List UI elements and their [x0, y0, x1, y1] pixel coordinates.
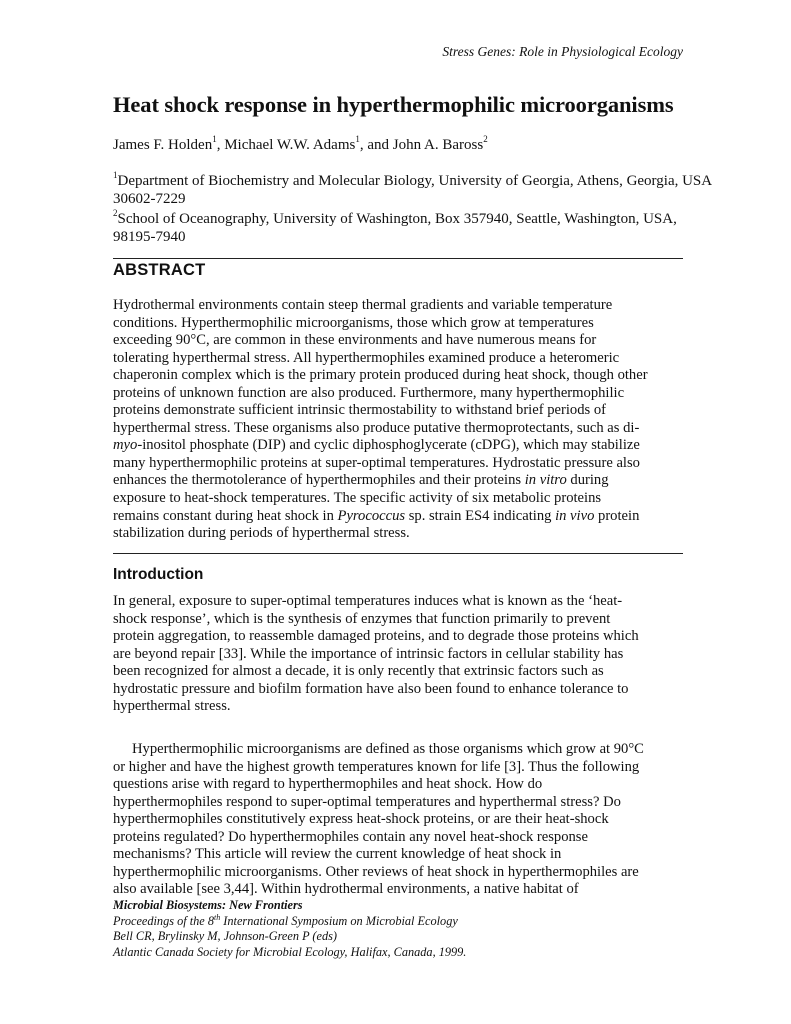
body-line: also available [see 3,44]. Within hydrothermal environments, a native habitat of [113, 881, 579, 898]
body-line: been recognized for almost a decade, it is only recently that extrinsic factors such as [113, 663, 604, 680]
author-affiliation-mark: 2 [483, 134, 488, 144]
affiliation-mark: 1 [113, 170, 118, 180]
author-affiliation-mark: 1 [355, 134, 360, 144]
abstract-heading: ABSTRACT [113, 261, 206, 279]
abstract-line: proteins of unknown function are also produced. Furthermore, many hyperthermophilic [113, 384, 625, 401]
abstract-line: chaperonin complex which is the primary protein produced during heat shock, though other [113, 367, 648, 384]
affiliation-text: 30602-7229 [113, 191, 186, 208]
series-title: Microbial Biosystems: New Frontiers [113, 898, 303, 912]
abstract-line: tolerating hyperthermal stress. All hyperthermophiles examined produce a heteromeric [113, 349, 620, 366]
abstract-line: remains constant during heat shock in Pyrococcus sp. strain ES4 indicating in vivo protein [113, 507, 640, 524]
abstract-line: many hyperthermophilic proteins at super-optimal temperatures. Hydrostatic pressure also [113, 454, 640, 471]
abstract-line: exceeding 90°C, are common in these environments and have numerous means for [113, 332, 597, 349]
running-head: Stress Genes: Role in Physiological Ecology [442, 44, 683, 59]
author-name: James F. Holden [113, 137, 213, 153]
body-line: hyperthermophiles respond to super-optimal temperatures and hyperthermal stress? Do [113, 793, 621, 810]
abstract-line: exposure to heat-shock temperatures. The specific activity of six metabolic proteins [113, 490, 602, 507]
abstract-line: proteins demonstrate sufficient intrinsic thermostability to withstand brief periods of [113, 402, 606, 419]
paper-title: Heat shock response in hyperthermophilic microorganisms [113, 92, 674, 117]
body-line: are beyond repair [33]. While the importance of intrinsic factors in cellular stability has [113, 645, 624, 662]
affiliation-text: Department of Biochemistry and Molecular Biology, University of Georgia, Athens, Georgia, USA [117, 173, 713, 189]
author-separator: , [216, 137, 225, 153]
body-line: hydrostatic pressure and biofilm formation have also been found to enhance tolerance to [113, 680, 629, 697]
author-name: John A. Baross [392, 137, 484, 153]
affiliation-mark: 2 [113, 208, 118, 218]
abstract-body [113, 297, 685, 543]
body-line: Hyperthermophilic microorganisms are defined as those organisms which grow at 90°C [132, 741, 644, 757]
body-line: or higher and have the highest growth temperatures known for life [3]. Thus the following [113, 758, 640, 775]
abstract-line: hyperthermal stress. These organisms also produce putative thermoprotectants, such as di- [113, 419, 640, 436]
body-line: shock response’, which is the synthesis of enzymes that function primarily to prevent [113, 610, 611, 627]
introduction-paragraph [113, 593, 685, 716]
section-rule [113, 553, 683, 554]
publication-footer [113, 898, 466, 960]
affiliation-text: 98195-7940 [113, 229, 186, 246]
body-line: proteins regulated? Do hyperthermophiles contain any novel heat-shock response [113, 828, 588, 845]
abstract-line: enhances the thermotolerance of hyperthermophiles and their proteins in vitro during [113, 472, 609, 489]
section-rule [113, 258, 683, 259]
abstract-line: Hydrothermal environments contain steep thermal gradients and variable temperature [113, 297, 613, 313]
body-line: In general, exposure to super-optimal temperatures induces what is known as the ‘heat- [113, 593, 623, 609]
publisher-line: Atlantic Canada Society for Microbial Ecology, Halifax, Canada, 1999. [113, 944, 467, 959]
author-separator: , and [359, 137, 393, 153]
editors-line: Bell CR, Brylinsky M, Johnson-Green P (eds) [113, 929, 338, 943]
author-affiliation-mark: 1 [212, 134, 217, 144]
author-list [113, 134, 488, 154]
body-line: hyperthermophiles constitutively express heat-shock proteins, or are their heat-shock [113, 811, 609, 828]
affiliation [113, 170, 713, 209]
abstract-line: stabilization during periods of hyperthermal stress. [113, 525, 410, 542]
introduction-paragraph [113, 741, 685, 899]
abstract-line: conditions. Hyperthermophilic microorganisms, those which grow at temperatures [113, 314, 594, 331]
body-line: questions arise with regard to hyperthermophiles and heat shock. How do [113, 776, 543, 793]
body-line: protein aggregation, to reassemble damaged proteins, and to degrade those proteins which [113, 628, 639, 645]
body-line: hyperthermal stress. [113, 698, 231, 715]
introduction-heading: Introduction [113, 566, 204, 583]
proceedings-line: Proceedings of the 8th International Symposium on Microbial Ecology [113, 912, 458, 928]
abstract-line: myo-inositol phosphate (DIP) and cyclic diphosphoglycerate (cDPG), which may stabilize [113, 437, 640, 454]
affiliation-text: School of Oceanography, University of Washington, Box 357940, Seattle, Washington, USA, [117, 211, 677, 227]
author-name: Michael W.W. Adams [224, 137, 356, 153]
body-line: hyperthermophilic microorganisms. Other reviews of heat shock in hyperthermophiles are [113, 863, 639, 880]
body-line: mechanisms? This article will review the current knowledge of heat shock in [113, 846, 562, 863]
affiliation [113, 210, 688, 247]
